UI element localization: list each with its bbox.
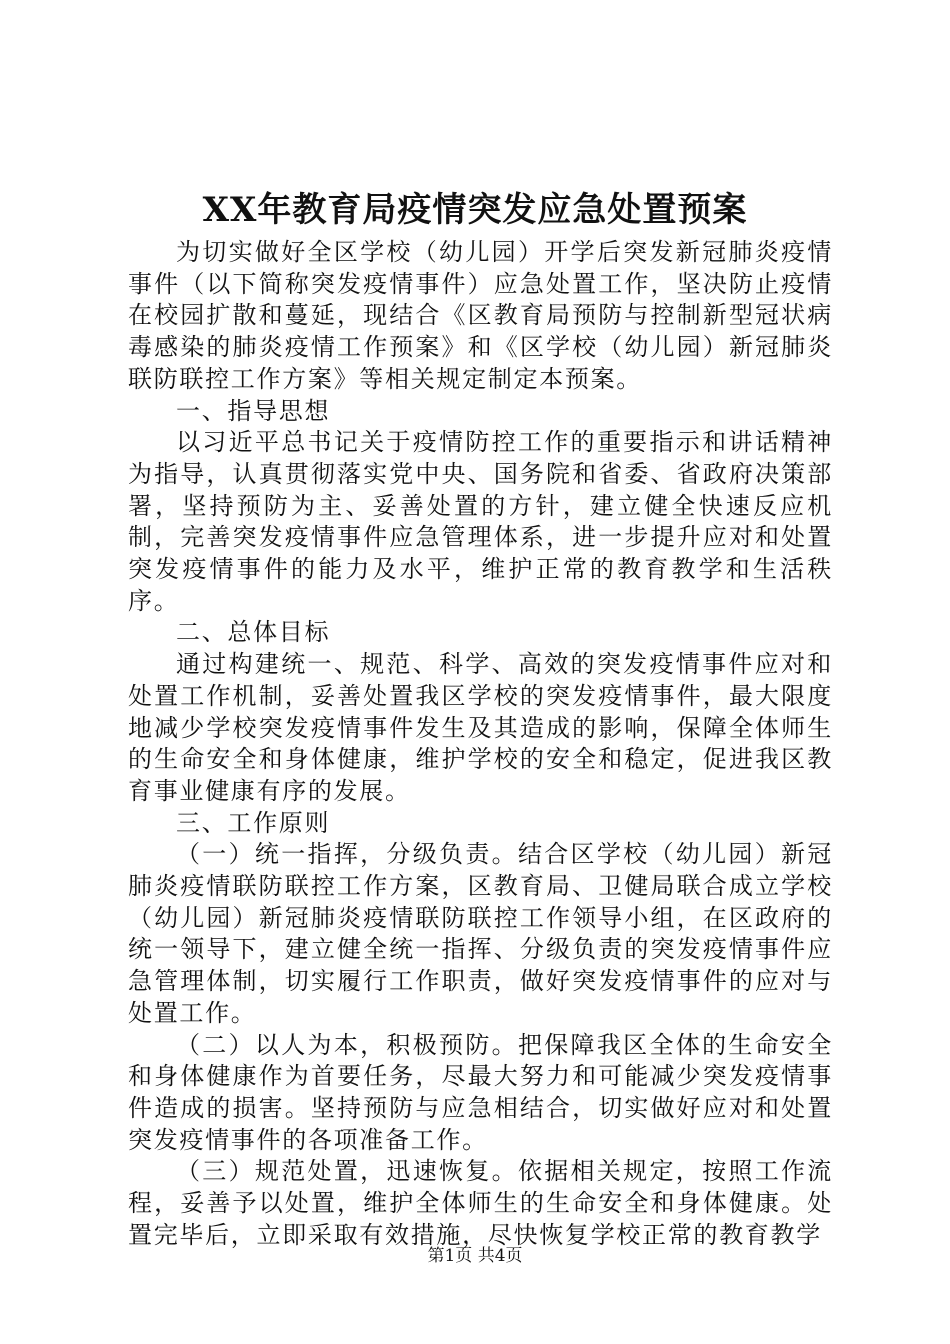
principle-one-paragraph: （一）统一指挥，分级负责。结合区学校（幼儿园）新冠肺炎疫情联防联控工作方案，区教育局、卫健局联合成立学校（幼儿园）新冠肺炎疫情联防联控工作领导小组，在区政府的统一领导下，建立健全统一指挥、分级负责的突发疫情事件应急管理体制，切实履行工作职责，做好突发疫情事件的应对与处置工作。 (128, 840, 833, 1027)
document-title: XX年教育局疫情突发应急处置预案 (202, 190, 748, 230)
section-heading-guiding-ideology: 一、指导思想 (176, 396, 331, 425)
section-heading-work-principles: 三、工作原则 (176, 808, 331, 837)
intro-paragraph: 为切实做好全区学校（幼儿园）开学后突发新冠肺炎疫情事件（以下简称突发疫情事件）应急处置工作，坚决防止疫情在校园扩散和蔓延，现结合《区教育局预防与控制新型冠状病毒感染的肺炎疫情工作预案》和《区学校（幼儿园）新冠肺炎联防联控工作方案》等相关规定制定本预案。 (128, 238, 833, 393)
document-body (128, 237, 833, 1252)
page-number-footer: 第1页 共4页 (427, 1246, 523, 1266)
guiding-ideology-paragraph: 以习近平总书记关于疫情防控工作的重要指示和讲话精神为指导，认真贯彻落实党中央、国务院和省委、省政府决策部署，坚持预防为主、妥善处置的方针，建立健全快速反应机制，完善突发疫情事件应急管理体系，进一步提升应对和处置突发疫情事件的能力及水平，维护正常的教育教学和生活秩序。 (128, 428, 833, 615)
principle-three-paragraph: （三）规范处置，迅速恢复。依据相关规定，按照工作流程，妥善予以处置，维护全体师生的生命安全和身体健康。处置完毕后，立即采取有效措施，尽快恢复学校正常的教育教学 (128, 1157, 833, 1249)
principle-two-paragraph: （二）以人为本，积极预防。把保障我区全体的生命安全和身体健康作为首要任务，尽最大努力和可能减少突发疫情事件造成的损害。坚持预防与应急相结合，切实做好应对和处置突发疫情事件的各项准备工作。 (128, 1030, 833, 1154)
overall-goal-paragraph: 通过构建统一、规范、科学、高效的突发疫情事件应对和处置工作机制，妥善处置我区学校的突发疫情事件，最大限度地减少学校突发疫情事件发生及其造成的影响，保障全体师生的生命安全和身体健康，维护学校的安全和稳定，促进我区教育事业健康有序的发展。 (128, 650, 833, 805)
section-heading-overall-goal: 二、总体目标 (176, 618, 331, 647)
